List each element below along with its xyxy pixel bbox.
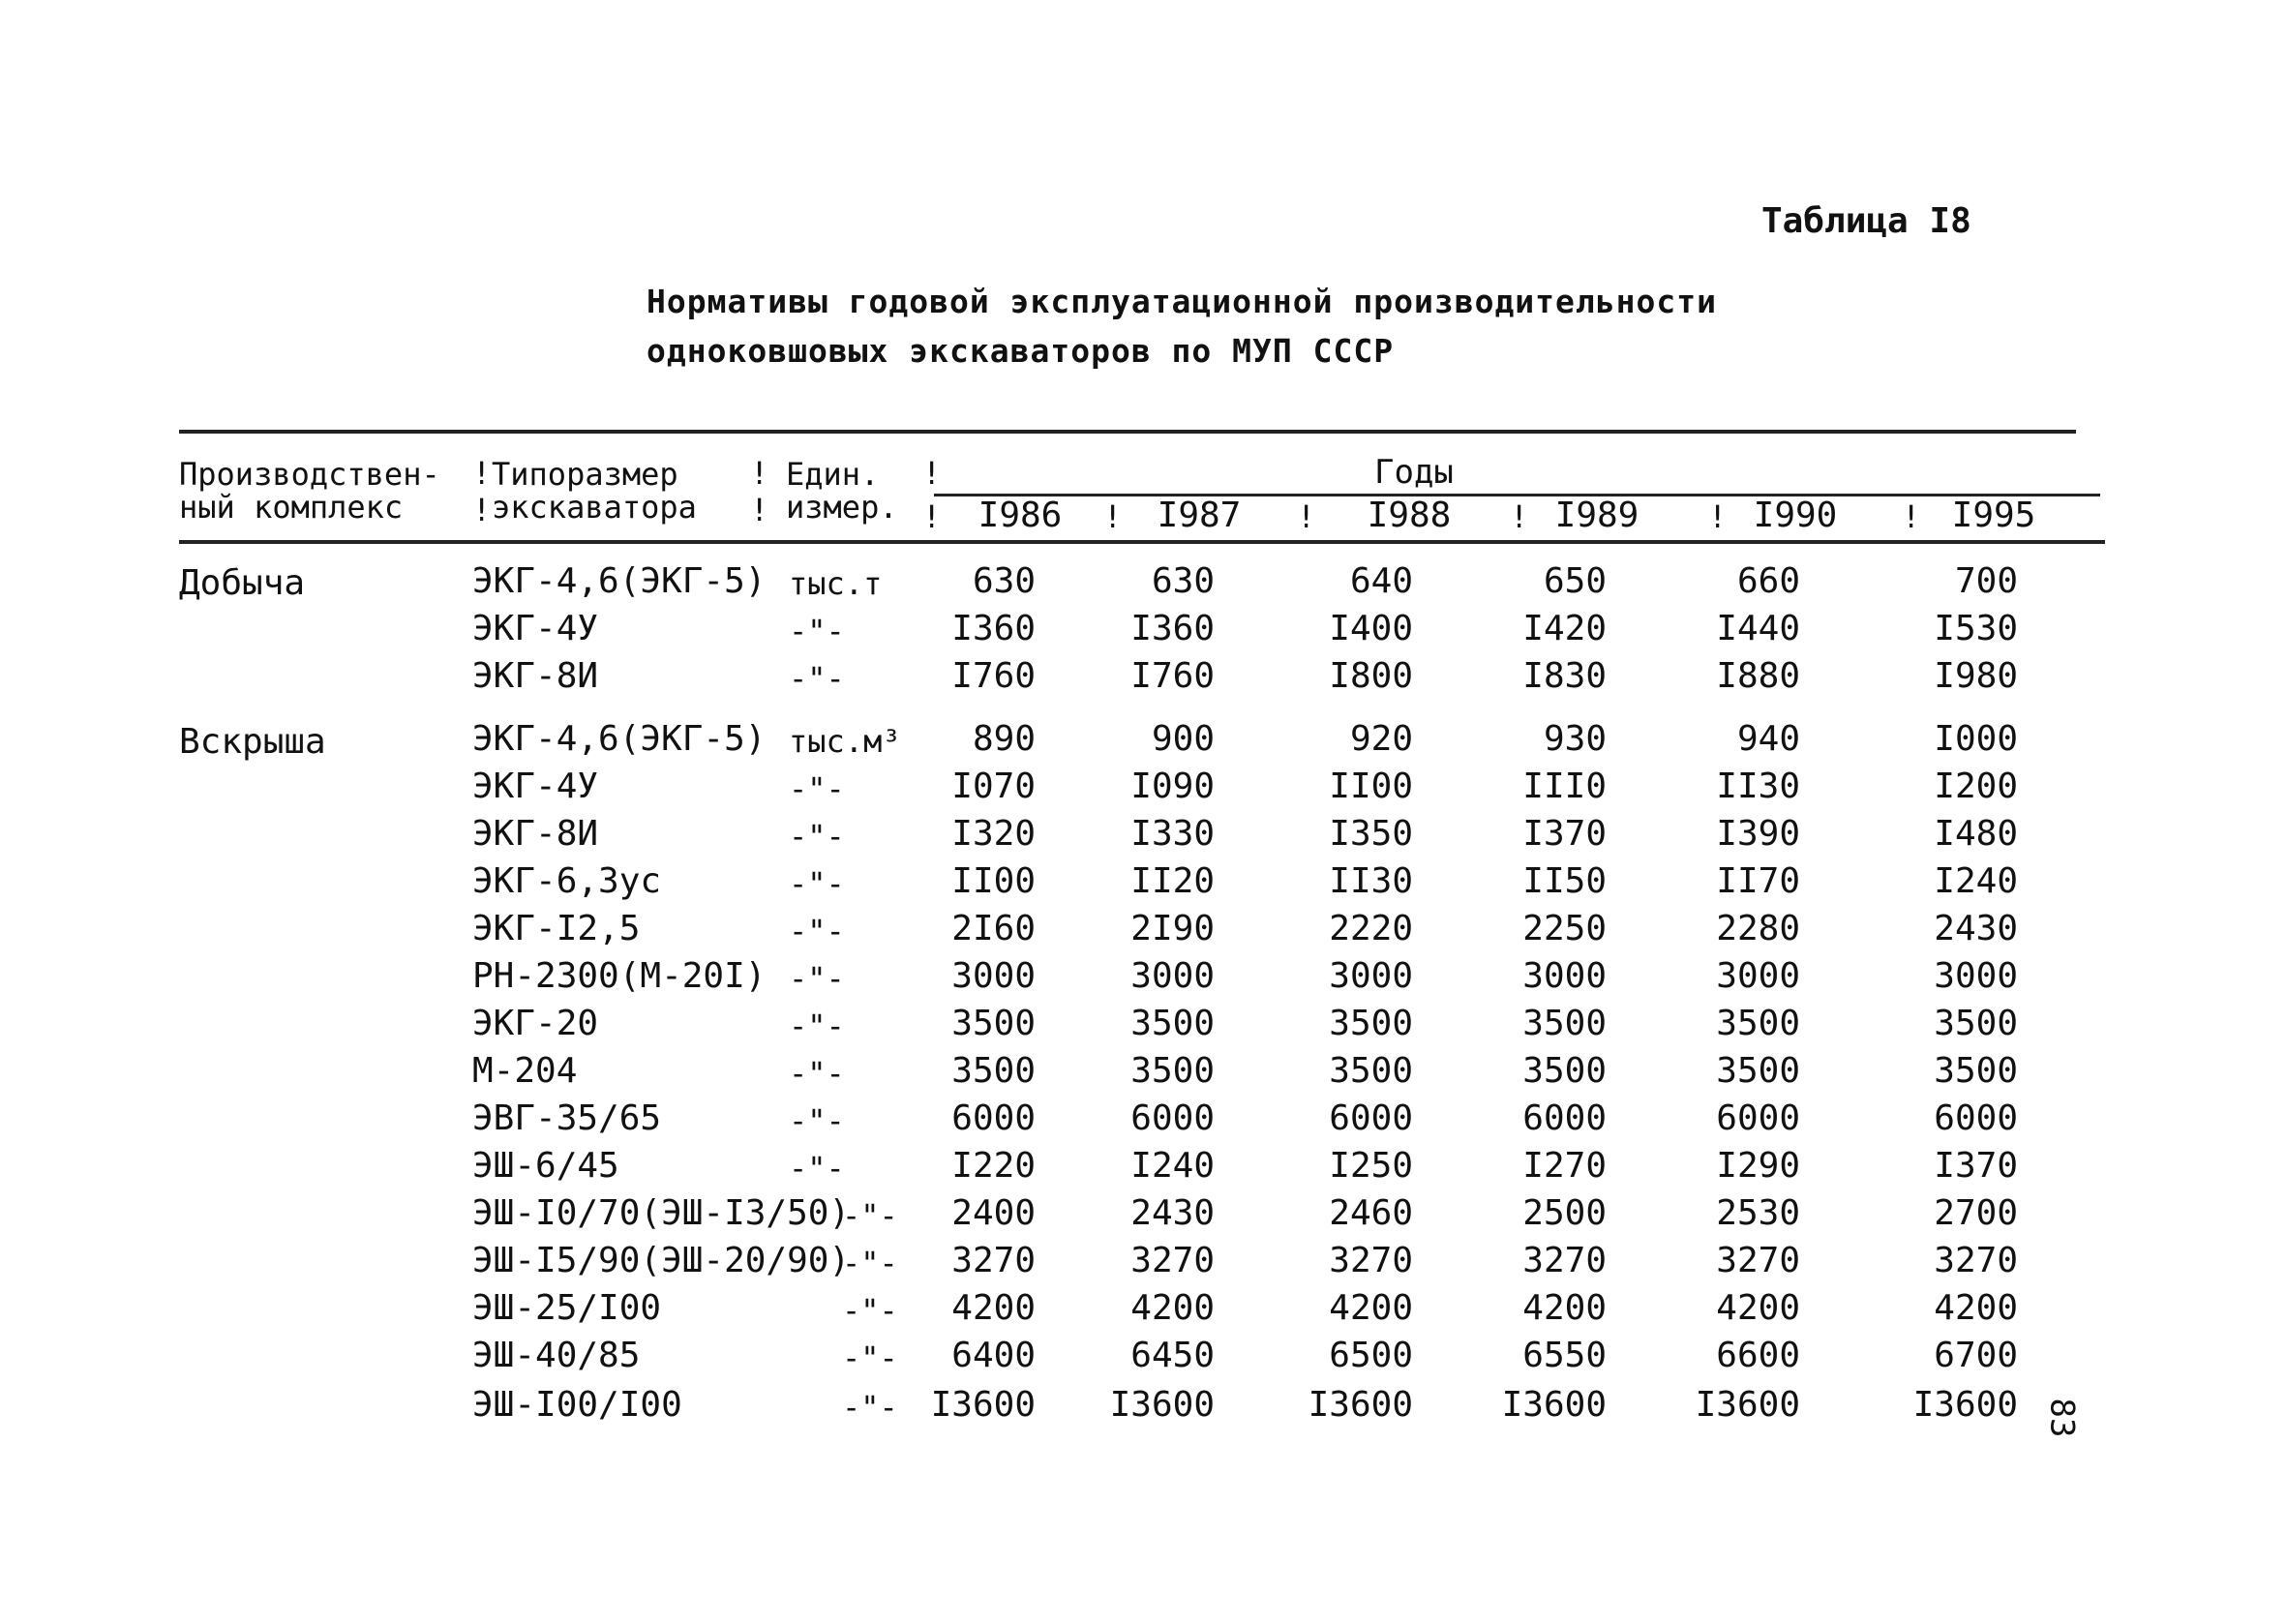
value-cell: 2700 <box>1934 1193 2018 1233</box>
value-cell: I530 <box>1934 609 2018 648</box>
value-cell: 3270 <box>1130 1241 1215 1280</box>
title-line-1: Нормативы годовой эксплуатационной производительности <box>647 283 1717 320</box>
value-cell: II30 <box>1329 861 1413 901</box>
header-unit-line1: Един. <box>786 456 880 493</box>
table-label: Таблица I8 <box>1761 201 1971 241</box>
value-cell: 3500 <box>951 1004 1036 1043</box>
value-cell: 3270 <box>1934 1241 2018 1280</box>
value-cell: 6000 <box>1716 1098 1800 1138</box>
model-cell: ЭКГ-6,3ус <box>472 861 662 901</box>
value-cell: I3600 <box>930 1385 1036 1425</box>
value-cell: 6400 <box>951 1336 1036 1375</box>
value-cell: II70 <box>1716 861 1800 901</box>
model-cell: РН-2300(М-20I) <box>472 956 767 996</box>
years-rule <box>934 494 2100 496</box>
title-line-2: одноковшовых экскаваторов по МУП СССР <box>647 332 1395 370</box>
model-cell: ЭКГ-I2,5 <box>472 909 641 948</box>
unit-cell: -"- <box>789 1150 845 1187</box>
value-cell: 6000 <box>1130 1098 1215 1138</box>
value-cell: I440 <box>1716 609 1800 648</box>
value-cell: 4200 <box>1329 1288 1413 1328</box>
value-cell: 2500 <box>1522 1193 1607 1233</box>
unit-cell: -"- <box>842 1197 898 1234</box>
value-cell: 640 <box>1349 561 1413 601</box>
value-cell: I240 <box>1934 861 2018 901</box>
value-cell: 3270 <box>1716 1241 1800 1280</box>
unit-cell: -"- <box>842 1292 898 1329</box>
value-cell: I400 <box>1329 609 1413 648</box>
unit-cell: тыс.т <box>789 565 883 602</box>
unit-cell: -"- <box>842 1389 898 1426</box>
header-separator: ! <box>472 455 492 492</box>
year-header: I989 <box>1554 496 1639 535</box>
unit-cell: -"- <box>842 1245 898 1281</box>
value-cell: I270 <box>1522 1146 1607 1186</box>
value-cell: 4200 <box>1934 1288 2018 1328</box>
model-cell: ЭКГ-8И <box>472 814 599 854</box>
value-cell: 3500 <box>1130 1051 1215 1091</box>
unit-cell: -"- <box>789 960 845 997</box>
value-cell: I360 <box>951 609 1036 648</box>
model-cell: ЭКГ-4У <box>472 609 599 648</box>
model-cell: ЭКГ-20 <box>472 1004 599 1043</box>
value-cell: I880 <box>1716 656 1800 696</box>
header-separator: ! <box>922 498 942 535</box>
header-separator: ! <box>750 455 769 492</box>
value-cell: I370 <box>1934 1146 2018 1186</box>
header-separator: ! <box>1902 498 1921 535</box>
value-cell: 2I60 <box>951 909 1036 948</box>
value-cell: II00 <box>1329 767 1413 806</box>
value-cell: 2430 <box>1130 1193 1215 1233</box>
value-cell: 920 <box>1349 719 1413 759</box>
value-cell: I350 <box>1329 814 1413 854</box>
value-cell: 930 <box>1543 719 1607 759</box>
value-cell: I220 <box>951 1146 1036 1186</box>
model-cell: ЭШ-6/45 <box>472 1146 619 1186</box>
value-cell: 2220 <box>1329 909 1413 948</box>
value-cell: 3000 <box>1130 956 1215 996</box>
value-cell: I390 <box>1716 814 1800 854</box>
value-cell: 3270 <box>1329 1241 1413 1280</box>
value-cell: 6600 <box>1716 1336 1800 1375</box>
value-cell: 700 <box>1954 561 2018 601</box>
value-cell: 2400 <box>951 1193 1036 1233</box>
value-cell: 940 <box>1736 719 1800 759</box>
value-cell: 2530 <box>1716 1193 1800 1233</box>
value-cell: I090 <box>1130 767 1215 806</box>
page-number: 83 <box>2042 1398 2082 1438</box>
value-cell: I980 <box>1934 656 2018 696</box>
unit-cell: -"- <box>789 660 845 697</box>
model-cell: ЭКГ-4У <box>472 767 599 806</box>
header-bottom-rule <box>179 540 2105 544</box>
header-model-line1: Типоразмер <box>492 456 678 493</box>
value-cell: 630 <box>972 561 1036 601</box>
value-cell: 6550 <box>1522 1336 1607 1375</box>
value-cell: II30 <box>1716 767 1800 806</box>
unit-cell: тыс.м³ <box>789 723 901 760</box>
model-cell: ЭШ-25/I00 <box>472 1288 662 1328</box>
header-years-label: Годы <box>1374 453 1454 492</box>
value-cell: I800 <box>1329 656 1413 696</box>
header-complex-line1: Производствен- <box>179 456 440 493</box>
value-cell: 4200 <box>1130 1288 1215 1328</box>
value-cell: 3500 <box>1130 1004 1215 1043</box>
value-cell: I370 <box>1522 814 1607 854</box>
value-cell: I200 <box>1934 767 2018 806</box>
value-cell: 6700 <box>1934 1336 2018 1375</box>
unit-cell: -"- <box>842 1339 898 1376</box>
unit-cell: -"- <box>789 1055 845 1092</box>
value-cell: 6000 <box>951 1098 1036 1138</box>
unit-cell: -"- <box>789 1007 845 1044</box>
header-separator: ! <box>472 492 492 528</box>
value-cell: 3500 <box>1522 1051 1607 1091</box>
value-cell: I320 <box>951 814 1036 854</box>
unit-cell: -"- <box>789 865 845 902</box>
value-cell: 4200 <box>951 1288 1036 1328</box>
header-separator: ! <box>1510 498 1529 535</box>
value-cell: 2250 <box>1522 909 1607 948</box>
value-cell: I3600 <box>1308 1385 1413 1425</box>
header-model-line2: экскаватора <box>492 489 697 526</box>
value-cell: II20 <box>1130 861 1215 901</box>
value-cell: I3600 <box>1109 1385 1215 1425</box>
value-cell: 650 <box>1543 561 1607 601</box>
value-cell: I3600 <box>1501 1385 1607 1425</box>
value-cell: 6450 <box>1130 1336 1215 1375</box>
value-cell: 2280 <box>1716 909 1800 948</box>
unit-cell: -"- <box>789 613 845 649</box>
value-cell: 3500 <box>1716 1051 1800 1091</box>
value-cell: 4200 <box>1716 1288 1800 1328</box>
header-separator: ! <box>750 492 769 528</box>
value-cell: 2I90 <box>1130 909 1215 948</box>
header-separator: ! <box>1297 498 1316 535</box>
value-cell: 3500 <box>1934 1051 2018 1091</box>
unit-cell: -"- <box>789 770 845 807</box>
value-cell: I830 <box>1522 656 1607 696</box>
model-cell: ЭШ-I0/70(ЭШ-I3/50) <box>472 1193 851 1233</box>
value-cell: 3000 <box>1716 956 1800 996</box>
complex-label: Добыча <box>179 563 306 603</box>
value-cell: I480 <box>1934 814 2018 854</box>
value-cell: 4200 <box>1522 1288 1607 1328</box>
year-header: I987 <box>1157 496 1242 535</box>
unit-cell: -"- <box>789 913 845 949</box>
header-separator: ! <box>1708 498 1728 535</box>
value-cell: 6000 <box>1329 1098 1413 1138</box>
value-cell: I250 <box>1329 1146 1413 1186</box>
header-unit-line2: измер. <box>786 489 898 526</box>
value-cell: 2460 <box>1329 1193 1413 1233</box>
value-cell: 3000 <box>1934 956 2018 996</box>
model-cell: ЭВГ-35/65 <box>472 1098 662 1138</box>
value-cell: 3500 <box>1329 1004 1413 1043</box>
value-cell: I240 <box>1130 1146 1215 1186</box>
value-cell: I000 <box>1934 719 2018 759</box>
value-cell: 2430 <box>1934 909 2018 948</box>
value-cell: 3500 <box>951 1051 1036 1091</box>
year-header: I990 <box>1753 496 1838 535</box>
value-cell: 3000 <box>951 956 1036 996</box>
model-cell: ЭКГ-8И <box>472 656 599 696</box>
value-cell: I3600 <box>1912 1385 2018 1425</box>
value-cell: 3270 <box>951 1241 1036 1280</box>
value-cell: 3270 <box>1522 1241 1607 1280</box>
value-cell: 6500 <box>1329 1336 1413 1375</box>
header-separator: ! <box>922 455 942 492</box>
year-header: I986 <box>978 496 1063 535</box>
value-cell: 3500 <box>1934 1004 2018 1043</box>
unit-cell: -"- <box>789 1102 845 1139</box>
unit-cell: -"- <box>789 818 845 855</box>
header-separator: ! <box>1103 498 1123 535</box>
value-cell: I290 <box>1716 1146 1800 1186</box>
value-cell: I360 <box>1130 609 1215 648</box>
value-cell: 900 <box>1151 719 1215 759</box>
value-cell: 890 <box>972 719 1036 759</box>
model-cell: ЭШ-I5/90(ЭШ-20/90) <box>472 1241 851 1280</box>
model-cell: ЭКГ-4,6(ЭКГ-5) <box>472 719 767 759</box>
value-cell: I070 <box>951 767 1036 806</box>
value-cell: 3000 <box>1329 956 1413 996</box>
year-header: I988 <box>1367 496 1452 535</box>
value-cell: 3500 <box>1522 1004 1607 1043</box>
value-cell: 3500 <box>1716 1004 1800 1043</box>
value-cell: 660 <box>1736 561 1800 601</box>
value-cell: 630 <box>1151 561 1215 601</box>
value-cell: 6000 <box>1934 1098 2018 1138</box>
value-cell: 3500 <box>1329 1051 1413 1091</box>
header-complex-line2: ный комплекс <box>179 489 404 526</box>
table-top-rule <box>179 430 2076 434</box>
year-header: I995 <box>1951 496 2036 535</box>
value-cell: I330 <box>1130 814 1215 854</box>
model-cell: ЭКГ-4,6(ЭКГ-5) <box>472 561 767 601</box>
model-cell: ЭШ-40/85 <box>472 1336 641 1375</box>
value-cell: III0 <box>1522 767 1607 806</box>
model-cell: ЭШ-I00/I00 <box>472 1385 682 1425</box>
value-cell: I420 <box>1522 609 1607 648</box>
value-cell: I760 <box>1130 656 1215 696</box>
value-cell: I760 <box>951 656 1036 696</box>
value-cell: II00 <box>951 861 1036 901</box>
value-cell: 3000 <box>1522 956 1607 996</box>
complex-label: Вскрыша <box>179 722 326 762</box>
model-cell: М-204 <box>472 1051 578 1091</box>
value-cell: II50 <box>1522 861 1607 901</box>
value-cell: I3600 <box>1695 1385 1800 1425</box>
value-cell: 6000 <box>1522 1098 1607 1138</box>
